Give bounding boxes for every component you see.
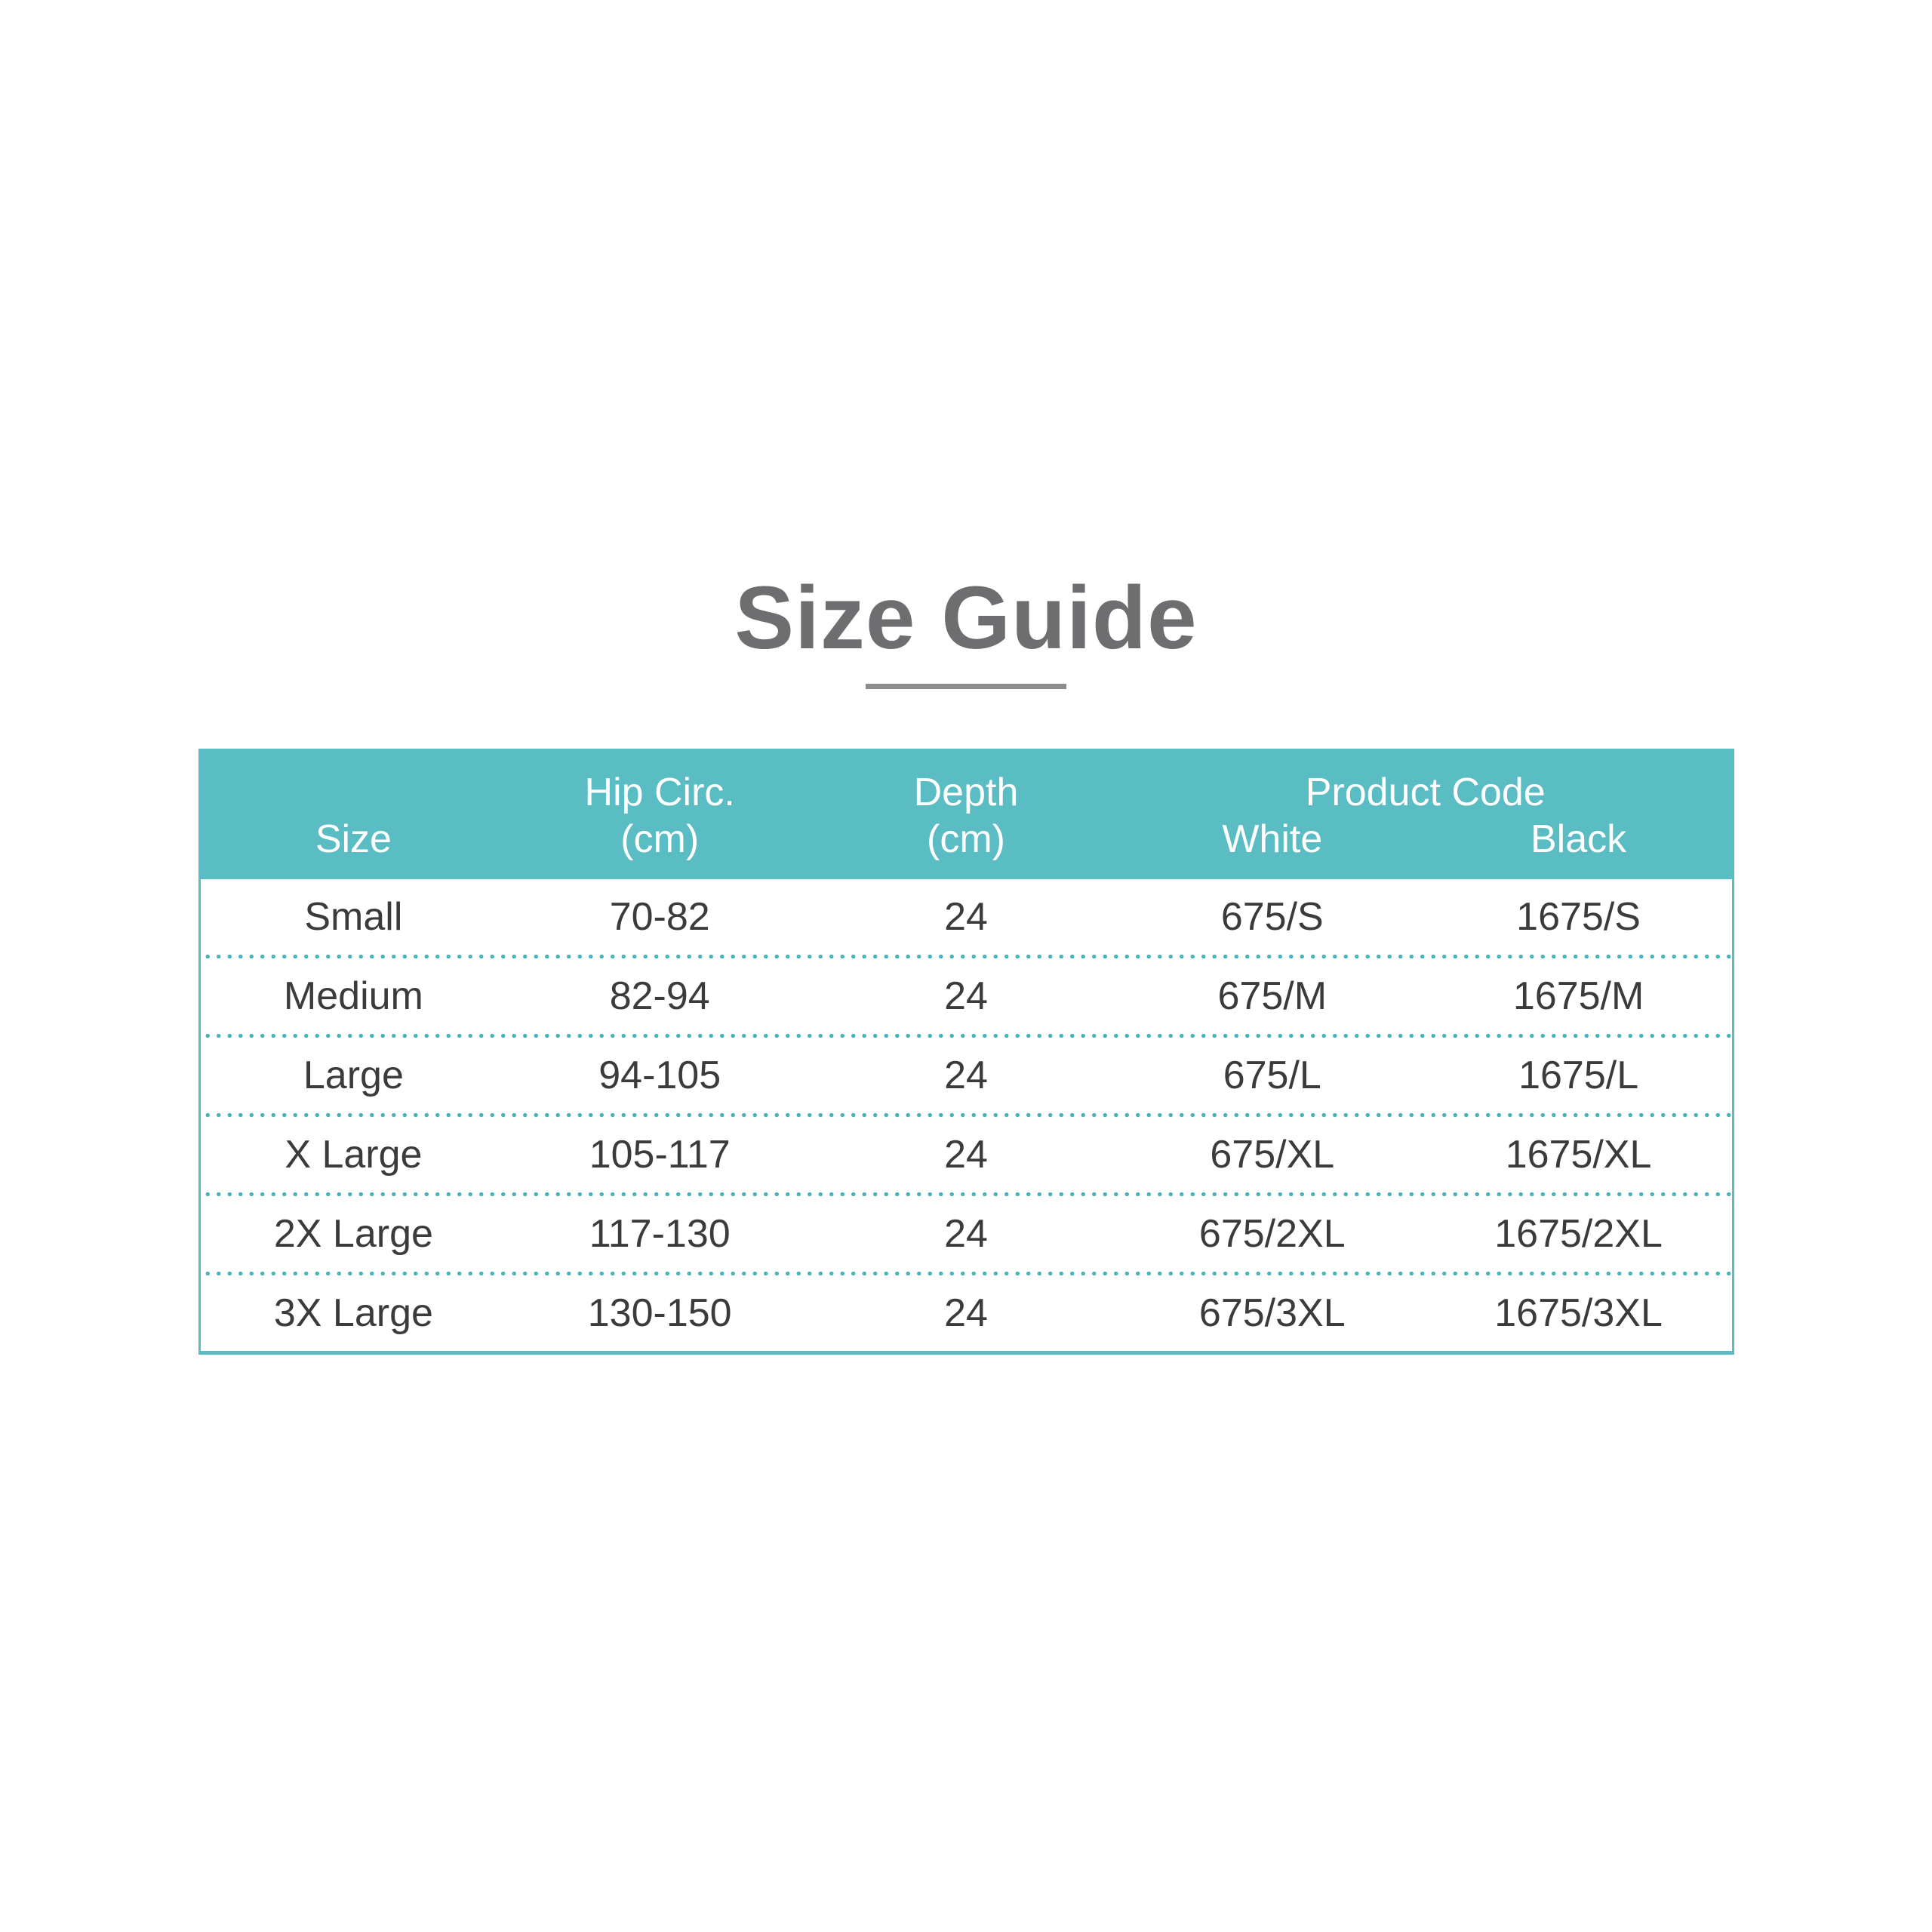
table-header-row	[201, 751, 1732, 879]
cell-depth: 24	[944, 1054, 988, 1097]
page-title: Size Guide	[734, 568, 1198, 668]
depth-header-line2: (cm)	[927, 817, 1005, 861]
column-header-white: White	[1222, 817, 1323, 861]
cell-size: 3X Large	[273, 1291, 433, 1335]
cell-white-code: 675/S	[1220, 895, 1324, 939]
hip-header-line2: (cm)	[620, 817, 700, 861]
cell-hip: 117-130	[589, 1212, 731, 1256]
cell-depth: 24	[944, 974, 988, 1018]
cell-size: Small	[304, 895, 403, 939]
cell-white-code: 675/3XL	[1198, 1291, 1346, 1335]
hip-header-line1: Hip Circ.	[584, 771, 735, 814]
product-code-header-label: Product Code	[1305, 771, 1546, 814]
title-underline	[866, 684, 1066, 689]
cell-black-code: 1675/M	[1512, 974, 1644, 1018]
cell-white-code: 675/2XL	[1198, 1212, 1346, 1256]
cell-depth: 24	[944, 1291, 988, 1335]
cell-depth: 24	[944, 1133, 988, 1177]
cell-hip: 82-94	[609, 974, 710, 1018]
cell-size: X Large	[285, 1133, 423, 1177]
column-header-black: Black	[1531, 817, 1627, 861]
cell-size: 2X Large	[273, 1212, 433, 1256]
cell-white-code: 675/M	[1217, 974, 1327, 1018]
cell-depth: 24	[944, 1212, 988, 1256]
cell-white-code: 675/L	[1223, 1054, 1321, 1097]
table-body	[201, 879, 1732, 1351]
column-header-depth	[813, 751, 1119, 879]
table-row-large	[201, 1038, 1732, 1113]
table-row-3x-large	[201, 1275, 1732, 1351]
cell-white-code: 675/XL	[1210, 1133, 1335, 1177]
table-row-small	[201, 879, 1732, 955]
cell-hip: 94-105	[598, 1054, 721, 1097]
column-header-product-code	[1119, 751, 1732, 879]
title-block	[0, 0, 1932, 689]
column-header-hip-circ	[506, 751, 813, 879]
cell-hip: 130-150	[587, 1291, 732, 1335]
table-row-x-large	[201, 1117, 1732, 1192]
cell-black-code: 1675/S	[1516, 895, 1641, 939]
table-row-2x-large	[201, 1196, 1732, 1272]
product-code-subheaders	[1119, 816, 1732, 863]
cell-black-code: 1675/2XL	[1494, 1212, 1663, 1256]
size-header-label: Size	[315, 817, 392, 861]
cell-black-code: 1675/L	[1518, 1054, 1639, 1097]
depth-header-line1: Depth	[913, 771, 1019, 814]
cell-size: Medium	[283, 974, 423, 1018]
cell-hip: 70-82	[609, 895, 710, 939]
cell-hip: 105-117	[589, 1133, 731, 1177]
cell-size: Large	[303, 1054, 404, 1097]
column-header-size	[201, 751, 507, 879]
cell-depth: 24	[944, 895, 988, 939]
size-guide-table	[198, 749, 1734, 1355]
cell-black-code: 1675/3XL	[1494, 1291, 1663, 1335]
cell-black-code: 1675/XL	[1505, 1133, 1652, 1177]
table-row-medium	[201, 958, 1732, 1034]
